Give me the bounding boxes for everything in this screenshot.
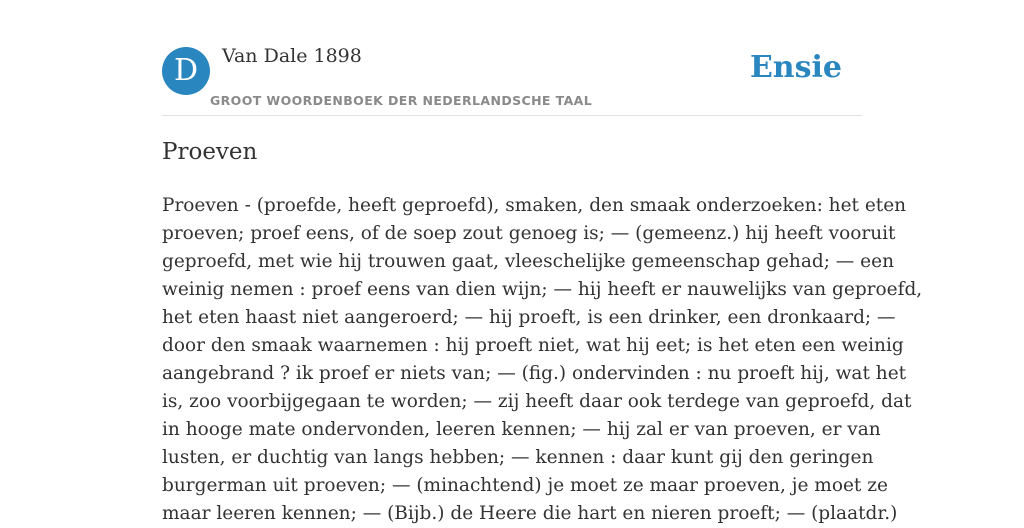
definition-line: Proeven - (proefde, heeft geproefd), smaken, den smaak onderzoeken: het eten <box>162 195 907 216</box>
definition-line: door den smaak waarnemen : hij proeft niet, wat hij eet; is het eten een weinig <box>162 335 904 356</box>
definition-line: in hooge mate ondervonden, leeren kennen; — hij zal er van proeven, er van <box>162 419 881 440</box>
definition-line: aangebrand ? ik proef er niets van; — (fig.) ondervinden : nu proeft hij, wat het <box>162 363 907 384</box>
dictionary-logo-icon[interactable]: D <box>162 47 210 95</box>
definition-line: het eten haast niet aangeroerd; — hij proeft, is een drinker, een dronkaard; — <box>162 307 896 328</box>
entry-title: Proeven <box>162 139 258 165</box>
ensie-brand-logo[interactable]: Ensie <box>749 50 842 85</box>
definition-line: burgerman uit proeven; — (minachtend) je moet ze maar proeven, je moet ze <box>162 475 888 496</box>
definition-line: lusten, er duchtig van langs hebben; — kennen : daar kunt gij den geringen <box>162 447 874 468</box>
definition-line: is, zoo voorbijgegaan te worden; — zij heeft daar ook terdege van geproefd, dat <box>162 391 912 412</box>
dictionary-header <box>162 0 862 116</box>
definition-line: weinig nemen : proef eens van dien wijn; — hij heeft er nauwelijks van geproefd, <box>162 279 923 300</box>
definition-line: geproefd, met wie hij trouwen gaat, vleeschelijke gemeenschap gehad; — een <box>162 251 894 272</box>
entry-definition <box>162 192 923 528</box>
dictionary-name-link[interactable]: Van Dale 1898 <box>222 45 362 67</box>
definition-line: maar leeren kennen; — (Bijb.) de Heere die hart en nieren proeft; — (plaatdr.) <box>162 503 898 524</box>
dictionary-subtitle: GROOT WOORDENBOEK DER NEDERLANDSCHE TAAL <box>210 93 593 108</box>
definition-line: proeven; proef eens, of de soep zout genoeg is; — (gemeenz.) hij heeft vooruit <box>162 223 896 244</box>
